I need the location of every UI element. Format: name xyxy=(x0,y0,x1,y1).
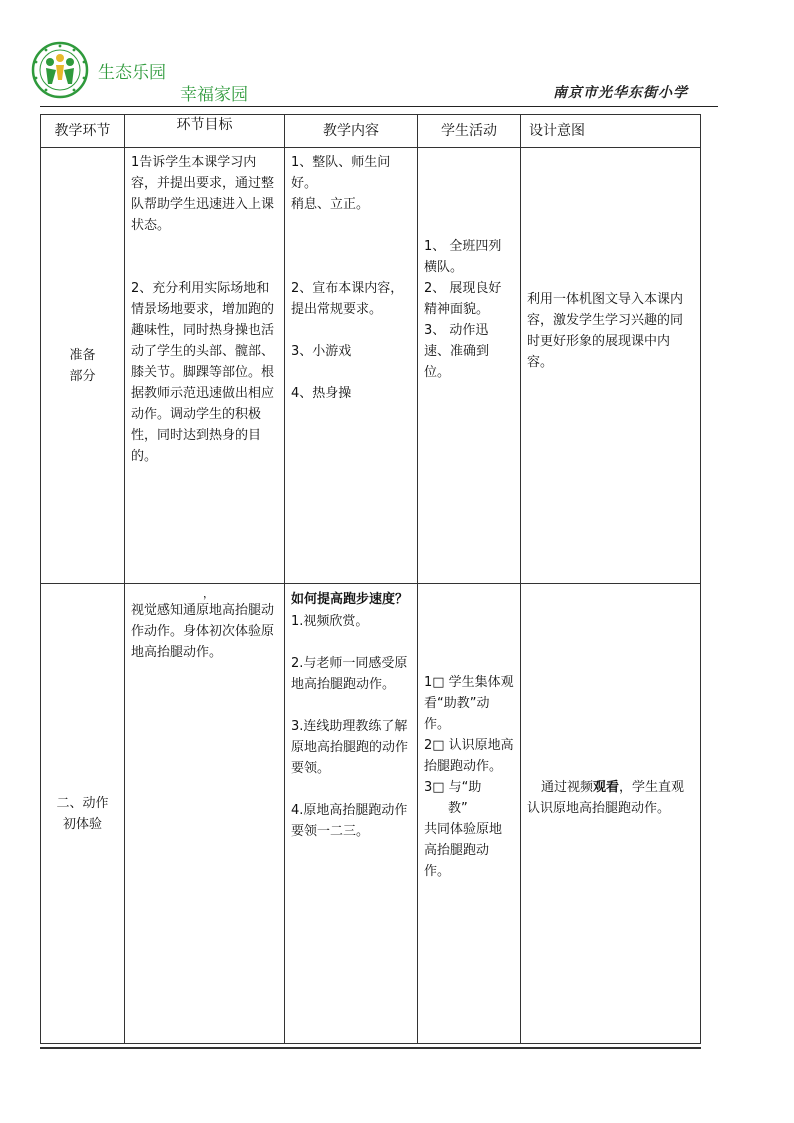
lesson-plan-table xyxy=(40,114,701,1044)
goal-text: 1告诉学生本课学习内容，并提出要求，通过整队帮助学生迅速进入上课状态。 xyxy=(131,155,275,233)
intent-cell xyxy=(521,584,701,1044)
section-label: 二、动作 xyxy=(56,795,109,811)
school-logo xyxy=(26,40,96,102)
table-row xyxy=(41,584,701,1044)
intent-emphasis: 观看 xyxy=(593,780,620,795)
goal-cell xyxy=(125,584,285,1044)
school-name: 南京市光华东街小学 xyxy=(553,85,688,101)
content-title: 如何提高跑步速度？ xyxy=(291,592,409,607)
activity-cell xyxy=(418,148,521,584)
content-cell xyxy=(285,584,418,1044)
intent-cell xyxy=(521,148,701,584)
column-header-activity: 学生活动 xyxy=(418,115,521,148)
table-header-row xyxy=(41,115,701,148)
content-cell xyxy=(285,148,418,584)
intent-prefix: 通过视频 xyxy=(541,780,594,795)
activity-item: 1□ 学生集体观看“助教”动作。 xyxy=(424,675,514,732)
table-row xyxy=(41,148,701,584)
activity-item: 教” xyxy=(448,801,468,816)
activity-item: 共同体验原地高抬腿跑动作。 xyxy=(424,822,503,879)
school-logo-emblem-icon xyxy=(26,40,96,102)
content-item: 4、热身操 xyxy=(291,386,352,401)
intent-text: 利用一体机图文导入本课内容，激发学生学习兴趣的同时更好形象的展现课中内容。 xyxy=(527,292,684,370)
content-item: 2、宣布本课内容，提出常规要求。 xyxy=(291,281,404,317)
page-header xyxy=(0,0,794,112)
goal-text: 2、充分利用实际场地和情景场地要求，增加跑的趣味性，同时热身操也活动了学生的头部、髋部、膝关节。脚踝等部位。根据教师示范迅速做出相应动作。调动学生的积极性，同时达到热身的目的。 xyxy=(131,281,275,464)
content-item: 4.原地高抬腿跑动作要领一二三。 xyxy=(291,803,408,839)
activity-cell xyxy=(418,584,521,1044)
section-cell-prep xyxy=(41,148,125,584)
goal-text: 视觉感知通原地高抬腿动作动作。身体初次体验原地高抬腿动作。 xyxy=(131,603,275,660)
section-label: 初体验 xyxy=(62,816,102,832)
header-divider xyxy=(40,106,718,107)
column-header-content: 教学内容 xyxy=(285,115,418,148)
activity-item: 2□ 认识原地高抬腿跑动作。 xyxy=(424,738,514,774)
section-label: 准备 xyxy=(69,347,96,363)
activity-item: 3、 动作迅速、准确到位。 xyxy=(424,323,490,380)
column-header-goal: 环节目标 xyxy=(125,115,285,148)
content-item: 1、整队、师生问好。 xyxy=(291,155,391,191)
content-item: 1.视频欣赏。 xyxy=(291,614,369,629)
activity-item: 1、 全班四列横队。 xyxy=(424,239,502,275)
content-item: 3.连线助理教练了解原地高抬腿跑的动作要领。 xyxy=(291,719,409,776)
motto-line-2: 幸福家园 xyxy=(180,85,248,105)
column-header-intent: 设计意图 xyxy=(521,115,701,148)
intent-suffix: ，学生直观认识原地高抬腿跑动作。 xyxy=(527,780,685,816)
goal-mark: ， xyxy=(203,587,214,600)
section-cell-experience xyxy=(41,584,125,1044)
table-bottom-border xyxy=(40,1047,701,1049)
intent-text xyxy=(527,777,694,819)
motto-line-1: 生态乐园 xyxy=(98,63,166,83)
content-item: 3、小游戏 xyxy=(291,344,352,359)
goal-cell xyxy=(125,148,285,584)
column-header-stage: 教学环节 xyxy=(41,115,125,148)
activity-item: 2、 展现良好精神面貌。 xyxy=(424,281,502,317)
content-item: 稍息、立正。 xyxy=(291,197,370,212)
content-item: 2.与老师一同感受原地高抬腿跑动作。 xyxy=(291,656,408,692)
activity-item: 3□ 与“助 xyxy=(424,780,482,795)
section-label: 部分 xyxy=(69,368,96,384)
